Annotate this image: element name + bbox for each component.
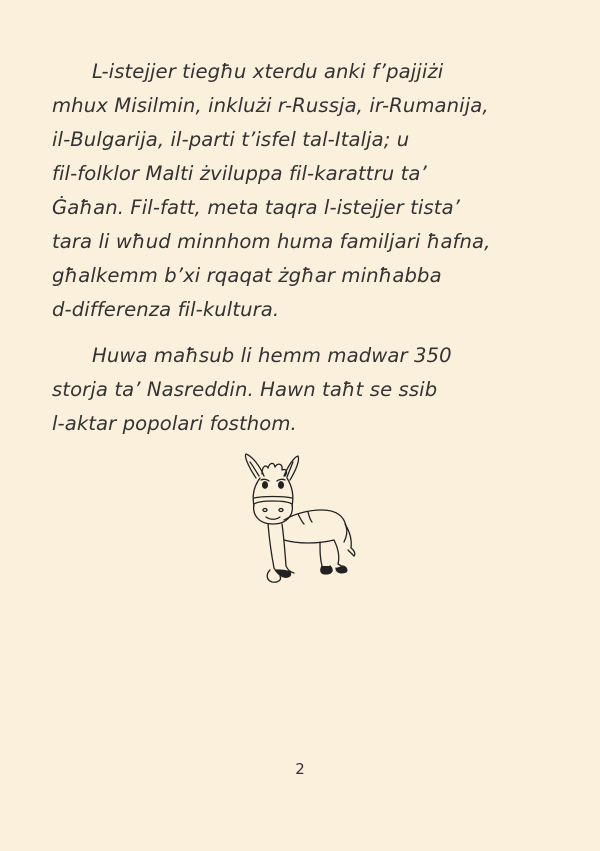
- text-line: storja ta’ Nasreddin. Hawn taħt se ssib: [52, 378, 438, 401]
- text-line: tara li wħud minnhom huma familjari ħafna,: [52, 230, 491, 253]
- paragraph-2: [52, 339, 562, 441]
- text-line: Ġaħan. Fil-fatt, meta taqra l-istejjer tista’: [52, 196, 460, 219]
- text-line: għalkemm b’xi rqaqat żgħar minħabba: [52, 264, 442, 287]
- paragraph-1: [52, 55, 562, 327]
- page-number: 2: [295, 760, 305, 778]
- text-line: L-istejjer tiegħu xterdu anki f’pajjiżi: [92, 60, 444, 83]
- text-line: mhux Misilmin, inklużi r-Russja, ir-Rumanija,: [52, 94, 489, 117]
- text-line: fil-folklor Malti żviluppa fil-karattru ta’: [52, 162, 427, 185]
- text-line: d-differenza fil-kultura.: [52, 298, 280, 321]
- text-line: l-aktar popolari fosthom.: [52, 412, 297, 435]
- text-line: il-Bulgarija, il-parti t’isfel tal-Italja; u: [52, 128, 410, 151]
- donkey-icon: [238, 452, 360, 584]
- text-line: Huwa maħsub li hemm madwar 350: [92, 344, 452, 367]
